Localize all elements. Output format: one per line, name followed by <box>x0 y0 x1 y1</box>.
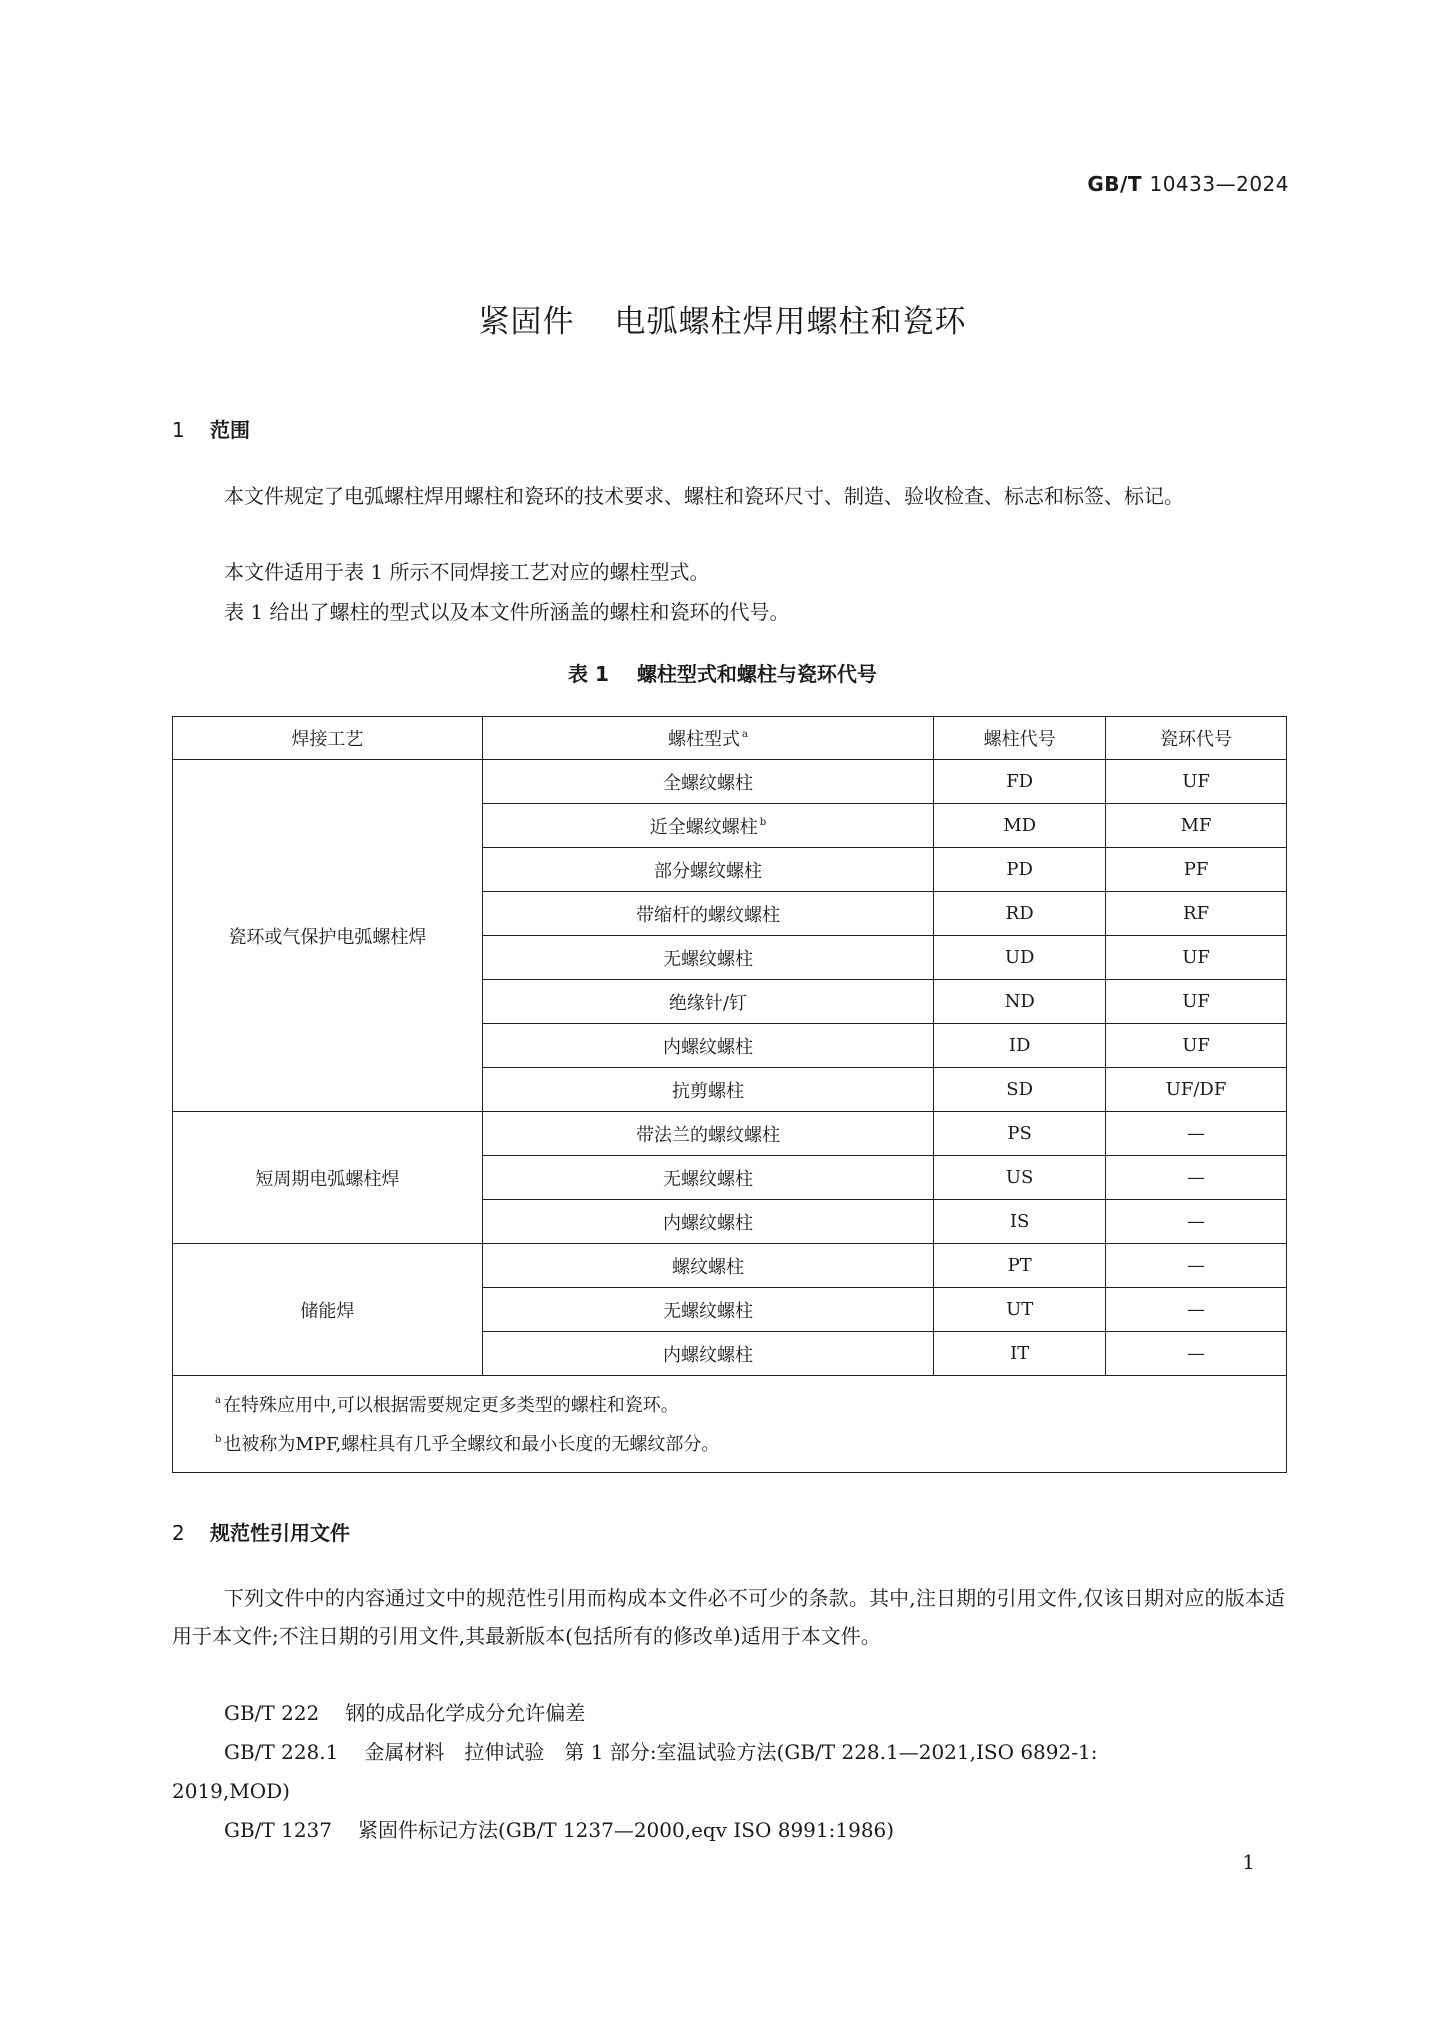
table-body <box>173 760 1287 1473</box>
normative-references-paragraph: 下列文件中的内容通过文中的规范性引用而构成本文件必不可少的条款。其中,注日期的引用文件,仅该日期对应的版本适用于本文件;不注日期的引用文件,其最新版本(包括所有的修改单)适用于本文件。 <box>172 1586 1285 1648</box>
welding-process-cell: 储能焊 <box>173 1244 483 1376</box>
stud-type-cell: 内螺纹螺柱 <box>482 1200 934 1244</box>
stud-code-cell: PD <box>934 848 1106 892</box>
welding-process-cell: 短周期电弧螺柱焊 <box>173 1112 483 1244</box>
stud-code-cell: FD <box>934 760 1106 804</box>
ferrule-code-cell: UF <box>1106 1024 1287 1068</box>
ferrule-code-cell: UF/DF <box>1106 1068 1287 1112</box>
scope-paragraph-1: 本文件规定了电弧螺柱焊用螺柱和瓷环的技术要求、螺柱和瓷环尺寸、制造、验收检查、标志和标签、标记。 <box>224 484 1184 508</box>
ferrule-code-cell: — <box>1106 1244 1287 1288</box>
stud-type-cell: 无螺纹螺柱 <box>482 1288 934 1332</box>
stud-code-cell: SD <box>934 1068 1106 1112</box>
stud-code-cell: UD <box>934 936 1106 980</box>
stud-type-cell: 绝缘针/钉 <box>482 980 934 1024</box>
table-row <box>173 1112 1287 1156</box>
header-welding-process: 焊接工艺 <box>173 717 483 760</box>
reference-item <box>224 1811 894 1849</box>
stud-type-cell: 部分螺纹螺柱 <box>482 848 934 892</box>
section-1-heading <box>172 414 250 443</box>
section-title: 范围 <box>210 418 250 442</box>
reference-code: GB/T 228.1 <box>224 1740 339 1764</box>
stud-type-table <box>172 716 1287 1473</box>
table-caption-label: 表 1 <box>568 662 609 686</box>
ferrule-code-cell: UF <box>1106 980 1287 1024</box>
ferrule-code-cell: UF <box>1106 760 1287 804</box>
ferrule-code-cell: — <box>1106 1332 1287 1376</box>
table-row <box>173 760 1287 804</box>
section-2-heading <box>172 1517 350 1546</box>
stud-type-cell: 内螺纹螺柱 <box>482 1024 934 1068</box>
table-caption-title: 螺柱型式和螺柱与瓷环代号 <box>636 662 877 686</box>
footnote-mark: b <box>759 816 767 828</box>
header-stud-type: 螺柱型式 $^a$ <box>482 717 934 760</box>
stud-code-cell: PS <box>934 1112 1106 1156</box>
header-stud-code: 螺柱代号 <box>934 717 1106 760</box>
section-number: 2 <box>172 1521 185 1545</box>
stud-type-cell: 近全螺纹螺柱 $^b$ <box>482 804 934 848</box>
stud-type-cell: 螺纹螺柱 <box>482 1244 934 1288</box>
reference-code: GB/T 222 <box>224 1701 320 1725</box>
stud-code-cell: MD <box>934 804 1106 848</box>
stud-code-cell: ID <box>934 1024 1106 1068</box>
table-note: $^b$ 也被称为MPF,螺柱具有几乎全螺纹和最小长度的无螺纹部分。 <box>215 1434 720 1455</box>
stud-code-cell: ND <box>934 980 1106 1024</box>
document-title-part2: 电弧螺柱焊用螺柱和瓷环 <box>614 304 967 340</box>
table-note: $^a$ 在特殊应用中,可以根据需要规定更多类型的螺柱和瓷环。 <box>215 1395 679 1416</box>
ferrule-code-cell: — <box>1106 1156 1287 1200</box>
reference-item <box>224 1733 1097 1771</box>
reference-title: 紧固件标记方法(GB/T 1237—2000,eqv ISO 8991:1986) <box>358 1818 895 1842</box>
stud-code-cell: US <box>934 1156 1106 1200</box>
standard-code <box>1087 172 1289 196</box>
ferrule-code-cell: — <box>1106 1288 1287 1332</box>
stud-type-cell: 带法兰的螺纹螺柱 <box>482 1112 934 1156</box>
stud-type-cell: 抗剪螺柱 <box>482 1068 934 1112</box>
stud-type-cell: 全螺纹螺柱 <box>482 760 934 804</box>
reference-item-continuation: 2019,MOD) <box>172 1779 290 1803</box>
reference-title: 金属材料 拉伸试验 第 1 部分:室温试验方法(GB/T 228.1—2021,ISO 6892-1: <box>364 1740 1098 1764</box>
stud-type-cell: 无螺纹螺柱 <box>482 1156 934 1200</box>
scope-paragraph-3: 表 1 给出了螺柱的型式以及本文件所涵盖的螺柱和瓷环的代号。 <box>224 600 790 624</box>
header-ferrule-code: 瓷环代号 <box>1106 717 1287 760</box>
table-caption <box>0 658 1445 687</box>
document-title <box>0 296 1445 341</box>
section-title: 规范性引用文件 <box>210 1521 350 1545</box>
page-number: 1 <box>1242 1850 1255 1874</box>
ferrule-code-cell: — <box>1106 1200 1287 1244</box>
table-notes <box>173 1376 1287 1473</box>
scope-paragraph-2: 本文件适用于表 1 所示不同焊接工艺对应的螺柱型式。 <box>224 560 710 584</box>
stud-code-cell: PT <box>934 1244 1106 1288</box>
stud-type-cell: 无螺纹螺柱 <box>482 936 934 980</box>
stud-code-cell: IT <box>934 1332 1106 1376</box>
document-title-part1: 紧固件 <box>478 304 575 340</box>
stud-type-cell: 带缩杆的螺纹螺柱 <box>482 892 934 936</box>
section-number: 1 <box>172 418 185 442</box>
ferrule-code-cell: RF <box>1106 892 1287 936</box>
table-row <box>173 1244 1287 1288</box>
ferrule-code-cell: UF <box>1106 936 1287 980</box>
table-header-row <box>173 717 1287 760</box>
stud-code-cell: RD <box>934 892 1106 936</box>
welding-process-cell: 瓷环或气保护电弧螺柱焊 <box>173 760 483 1112</box>
ferrule-code-cell: MF <box>1106 804 1287 848</box>
reference-item <box>224 1694 585 1732</box>
stud-type-cell: 内螺纹螺柱 <box>482 1332 934 1376</box>
reference-code: GB/T 1237 <box>224 1818 333 1842</box>
stud-code-cell: UT <box>934 1288 1106 1332</box>
reference-title: 钢的成品化学成分允许偏差 <box>345 1701 586 1725</box>
table-notes-row <box>173 1376 1287 1473</box>
stud-code-cell: IS <box>934 1200 1106 1244</box>
standard-code-number: 10433—2024 <box>1149 172 1289 196</box>
standard-code-prefix: GB/T <box>1087 172 1142 196</box>
ferrule-code-cell: PF <box>1106 848 1287 892</box>
ferrule-code-cell: — <box>1106 1112 1287 1156</box>
